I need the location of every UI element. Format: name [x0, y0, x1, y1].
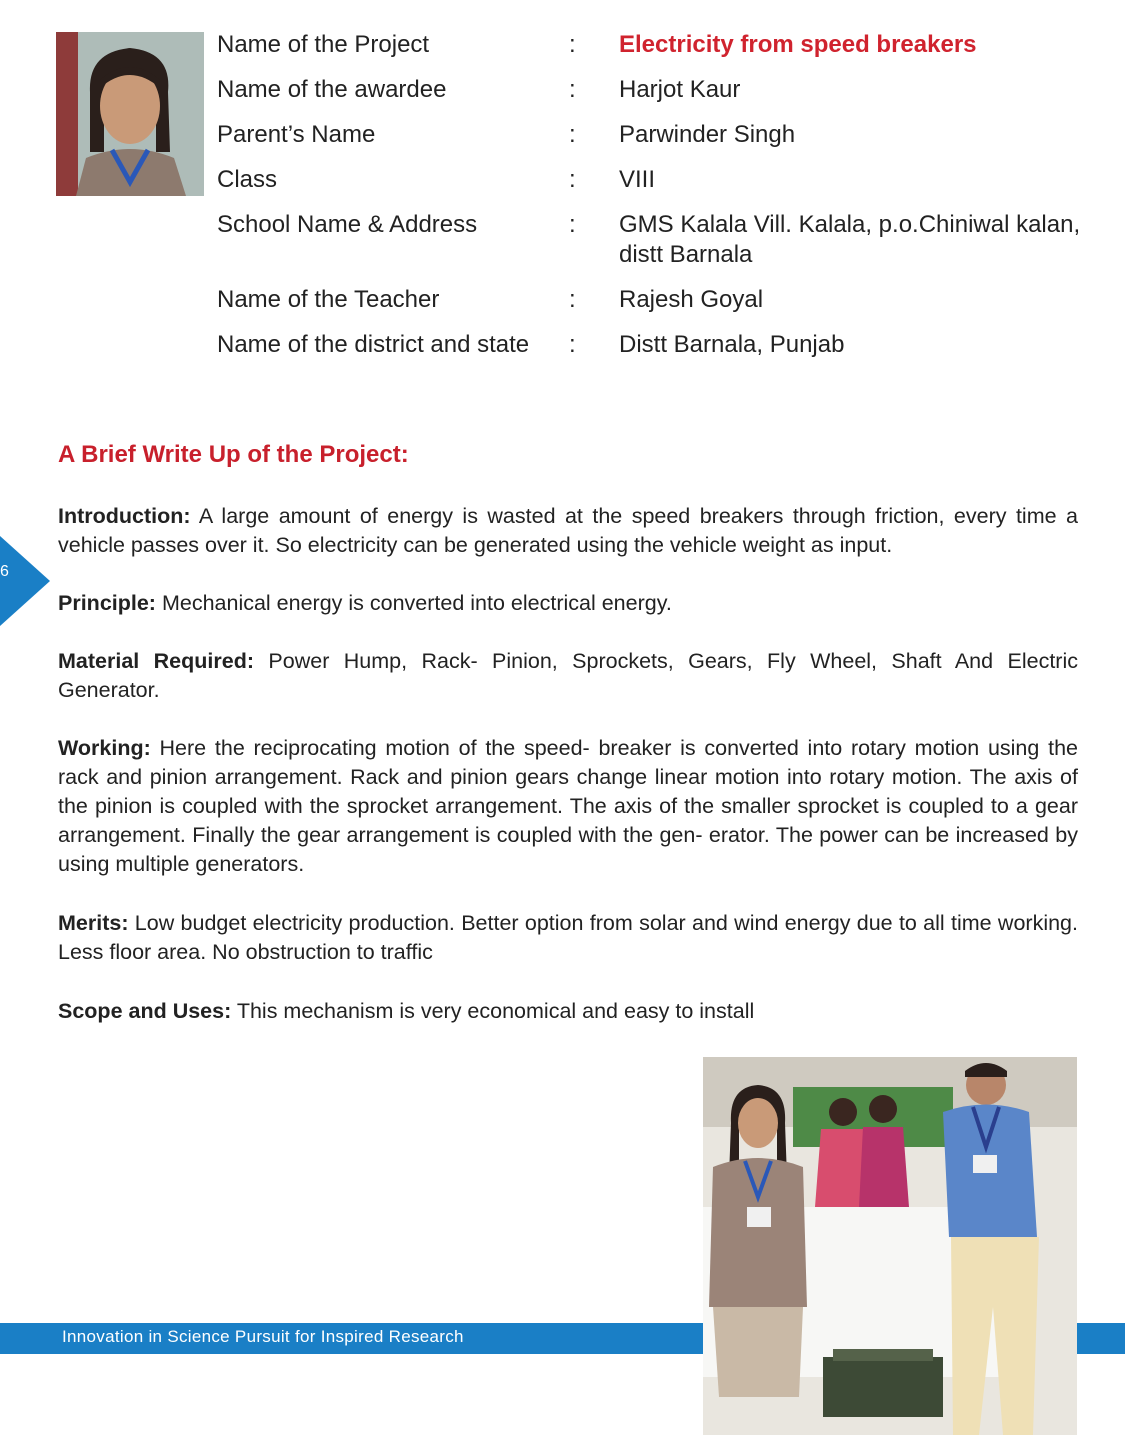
paragraph-scope	[58, 997, 1078, 1026]
writeup-heading: A Brief Write Up of the Project:	[58, 441, 409, 468]
paragraph-text: Power Hump, Rack- Pinion, Sprockets, Gears, Fly Wheel, Shaft And Electric Generator.	[58, 649, 1078, 702]
info-colon: :	[569, 76, 576, 103]
project-title: Electricity from speed breakers	[619, 31, 977, 58]
paragraph-text: Low budget electricity production. Better option from solar and wind energy due to all time working. Less floor area. No obstruction to traffic	[58, 911, 1078, 964]
paragraph-principle	[58, 589, 1078, 618]
paragraph-text: This mechanism is very economical and easy to install	[236, 999, 755, 1023]
info-value: VIII	[619, 166, 656, 193]
info-label: Class	[217, 166, 278, 193]
exhibition-photo	[703, 1057, 1077, 1435]
paragraph-title: Principle:	[58, 591, 156, 615]
info-label: Parent’s Name	[217, 121, 376, 148]
info-label: Name of the Teacher	[217, 286, 440, 313]
paragraph-title: Merits:	[58, 911, 129, 935]
paragraph-title: Scope and Uses:	[58, 999, 232, 1023]
paragraph-title: Introduction:	[58, 504, 191, 528]
info-colon: :	[569, 121, 576, 148]
paragraph-material	[58, 647, 1078, 705]
info-colon: :	[569, 166, 576, 193]
info-label: Name of the awardee	[217, 76, 447, 103]
paragraph-working	[58, 734, 1078, 879]
info-colon: :	[569, 211, 576, 238]
info-value: Rajesh Goyal	[619, 286, 764, 313]
paragraph-text: A large amount of energy is wasted at the speed breakers through friction, every time a vehicle passes over it. So electricity can be generated using the vehicle weight as input.	[58, 504, 1078, 557]
info-colon: :	[569, 286, 576, 313]
paragraph-title: Working:	[58, 736, 151, 760]
paragraph-title: Material Required:	[58, 649, 254, 673]
paragraph-text: Mechanical energy is converted into electrical energy.	[161, 591, 672, 615]
info-colon: :	[569, 331, 576, 358]
info-colon: :	[569, 31, 576, 58]
info-label: Name of the district and state	[217, 331, 530, 358]
info-value: Harjot Kaur	[619, 76, 741, 103]
info-value: Parwinder Singh	[619, 121, 796, 148]
info-label: Name of the Project	[217, 31, 430, 58]
footer-text: Innovation in Science Pursuit for Inspired Research	[62, 1327, 464, 1346]
paragraph-merits	[58, 909, 1078, 967]
page-tab-arrow	[0, 536, 50, 626]
paragraph-introduction	[58, 502, 1078, 560]
info-label: School Name & Address	[217, 211, 478, 238]
awardee-portrait	[56, 32, 204, 196]
info-value: Distt Barnala, Punjab	[619, 331, 845, 358]
info-value: GMS Kalala Vill. Kalala, p.o.Chiniwal kalan, distt Barnala	[619, 211, 1081, 268]
page-number: 6	[0, 563, 9, 580]
paragraph-text: Here the reciprocating motion of the speed- breaker is converted into rotary motion using the rack and pinion arrangement. Rack and pinion gears change linear motion into rotary motion. The axis of the pinion is coupled with the sprocket arrangement. The axis of the smaller sprocket is coupled to a gear arrangement. Finally the gear arrangement is coupled with the gen- erator. The power can be increased by using multiple generators.	[58, 736, 1078, 876]
